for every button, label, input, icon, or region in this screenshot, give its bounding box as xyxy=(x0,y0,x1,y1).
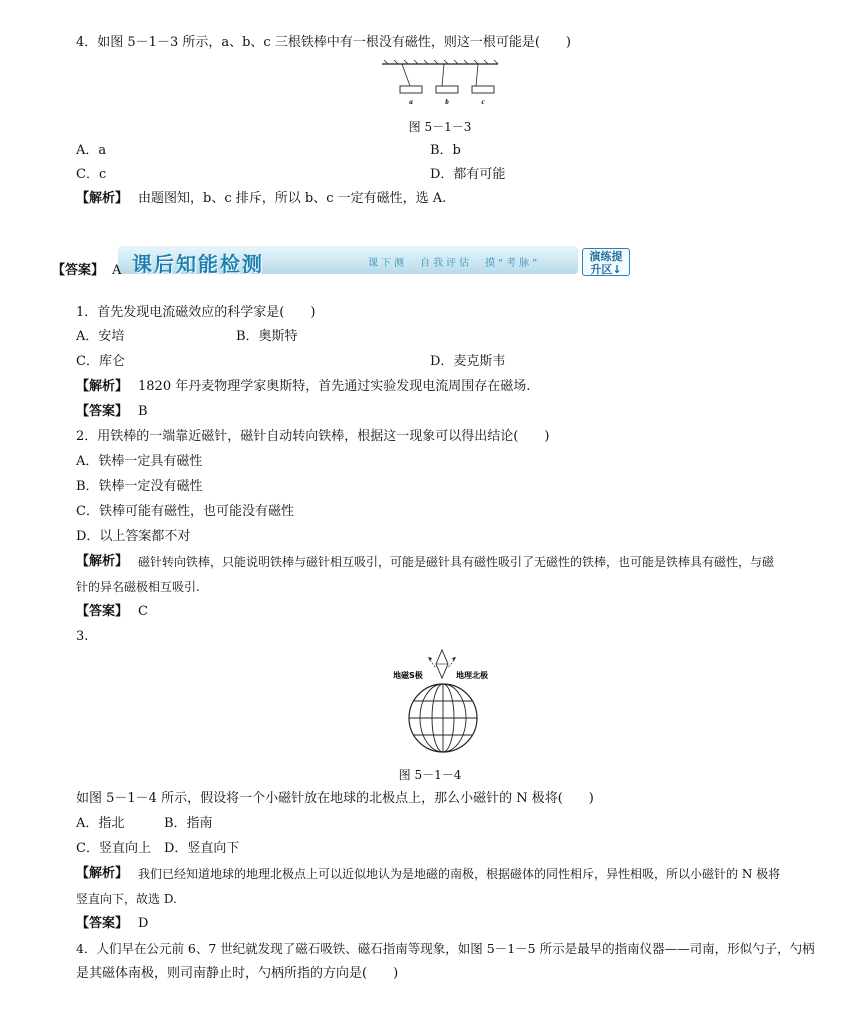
p1-option-c: C．库仑 xyxy=(76,354,125,369)
p1-analysis: 1820 年丹麦物理学家奥斯特，首先通过实验发现电流周围存在磁场. xyxy=(138,379,531,394)
p2-stem: 2．用铁棒的一端靠近磁针，磁针自动转向铁棒，根据这一现象可以得出结论( ) xyxy=(76,429,550,444)
p2-analysis-label: 【解析】 xyxy=(76,554,129,569)
p1-answer: B xyxy=(138,404,148,419)
p1-answer-label: 【答案】 xyxy=(76,404,129,419)
p3-analysis-line1: 我们已经知道地球的地理北极点上可以近似地认为是地磁的南极，根据磁体的同性相斥，异性相吸，所以小磁针的 N 极将 xyxy=(138,867,781,881)
q4-option-a: A．a xyxy=(76,143,107,158)
p1-option-d: D．麦克斯韦 xyxy=(430,354,506,369)
banner-button-line2: 升区 xyxy=(590,263,613,276)
ceiling-hatch xyxy=(382,60,498,64)
p1-option-a: A．安培 xyxy=(76,329,125,344)
q4-option-d: D．都有可能 xyxy=(430,167,506,182)
bar-label-a: a xyxy=(409,98,413,106)
p3-option-b: B．指南 xyxy=(164,816,213,831)
bar-label-b: b xyxy=(445,98,449,106)
section-banner xyxy=(118,246,578,274)
globe-icon xyxy=(409,684,477,752)
p1-analysis-label: 【解析】 xyxy=(76,379,129,394)
iron-bar-a xyxy=(400,86,422,93)
q4-analysis: 由题图知，b、c 排斥，所以 b、c 一定有磁性，选 A. xyxy=(138,191,447,206)
p3-number: 3. xyxy=(76,629,89,644)
banner-button-line1: 演练提 xyxy=(589,250,623,263)
label-geomagnetic-s-pole: 地磁S极 xyxy=(393,671,423,680)
p2-option-b: B．铁棒一定没有磁性 xyxy=(76,479,203,494)
practice-section-button[interactable] xyxy=(582,248,630,276)
p2-option-c: C．铁棒可能有磁性，也可能没有磁性 xyxy=(76,504,294,519)
p1-option-b: B．奥斯特 xyxy=(236,329,298,344)
p3-answer-label: 【答案】 xyxy=(76,916,129,931)
p2-answer: C xyxy=(138,604,148,619)
figure-caption-5-1-3: 图 5－1－3 xyxy=(408,120,472,134)
p3-stem: 如图 5－1－4 所示，假设将一个小磁针放在地球的北极点上，那么小磁针的 N 极将( ) xyxy=(76,791,594,806)
p3-option-a: A．指北 xyxy=(76,816,125,831)
banner-subtitle: 课下测 自我评估 摸“考脉” xyxy=(368,258,541,269)
p2-option-a: A．铁棒一定具有磁性 xyxy=(76,454,203,469)
q4-answer: A xyxy=(112,263,122,278)
p3-option-c: C．竖直向上 xyxy=(76,841,151,856)
iron-bar-c xyxy=(472,86,494,93)
p1-stem: 1．首先发现电流磁效应的科学家是( ) xyxy=(76,305,316,320)
banner-title: 课后知能检测 xyxy=(132,252,264,276)
q4-stem: 4．如图 5－1－3 所示，a、b、c 三根铁棒中有一根没有磁性，则这一根可能是( ) xyxy=(76,35,571,50)
q4-analysis-label: 【解析】 xyxy=(76,191,129,206)
bar-label-c: c xyxy=(481,98,485,106)
iron-bar-b xyxy=(436,86,458,93)
p2-analysis-line2: 针的异名磁极相互吸引. xyxy=(76,580,200,594)
p2-answer-label: 【答案】 xyxy=(76,604,129,619)
compass-needle-icon xyxy=(436,650,448,678)
down-arrow-icon: ↓ xyxy=(612,263,622,276)
figure-caption-5-1-4: 图 5－1－4 xyxy=(398,768,462,782)
p3-analysis-line2: 竖直向下，故选 D. xyxy=(76,892,177,906)
figure-5-1-3 xyxy=(380,58,500,112)
q4-answer-label: 【答案】 xyxy=(52,263,105,278)
p3-analysis-label: 【解析】 xyxy=(76,866,129,881)
figure-5-1-4-globe xyxy=(390,648,510,758)
p4-line2: 是其磁体南极，则司南静止时，勺柄所指的方向是( ) xyxy=(76,966,399,981)
p3-answer: D xyxy=(138,916,149,931)
label-geographic-north-pole: 地理北极 xyxy=(456,671,488,680)
p2-option-d: D．以上答案都不对 xyxy=(76,529,191,544)
p2-analysis-line1: 磁针转向铁棒，只能说明铁棒与磁针相互吸引，可能是磁针具有磁性吸引了无磁性的铁棒，也可能是铁棒具有磁性，与磁 xyxy=(138,555,775,569)
q4-option-c: C．c xyxy=(76,167,107,182)
p3-option-d: D．竖直向下 xyxy=(164,841,240,856)
p4-line1: 4．人们早在公元前 6、7 世纪就发现了磁石吸铁、磁石指南等现象，如图 5－1－5 所示是最早的指南仪器——司南，形似勺子，勺柄 xyxy=(76,941,815,956)
q4-option-b: B．b xyxy=(430,143,461,158)
